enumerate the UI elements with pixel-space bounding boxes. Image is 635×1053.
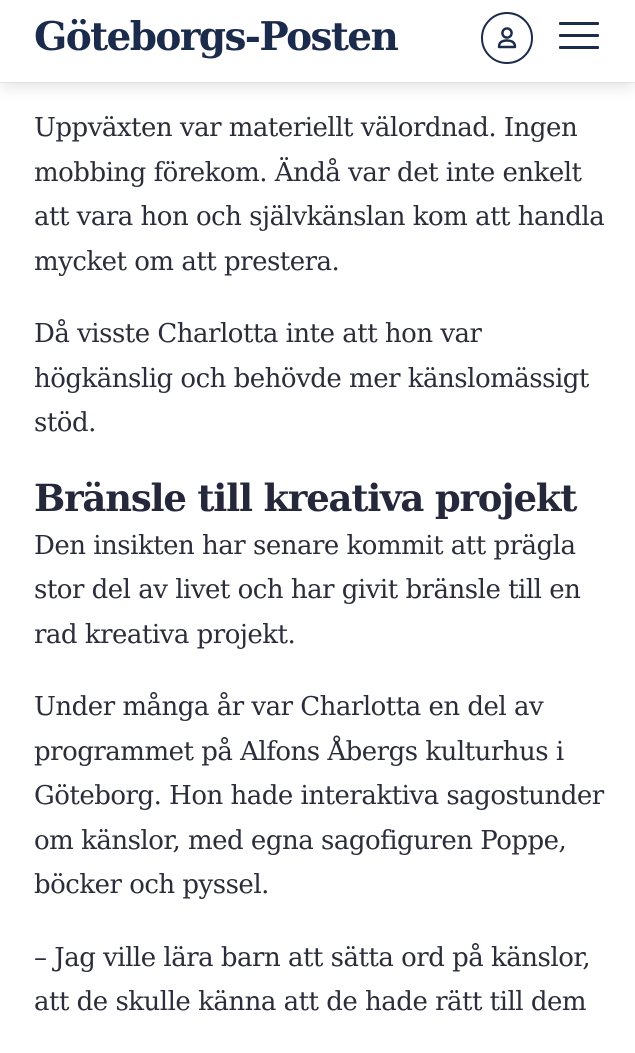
article-paragraph: Då visste Charlotta inte att hon var högkänslig och behövde mer känslomässigt stöd. xyxy=(34,319,589,438)
user-icon xyxy=(496,26,518,50)
article-body xyxy=(34,106,609,1053)
hamburger-line xyxy=(559,34,599,37)
site-logo[interactable]: Göteborgs-Posten xyxy=(34,14,398,60)
site-header xyxy=(0,0,635,82)
article-paragraph: Under många år var Charlotta en del av programmet på Alfons Åbergs kulturhus i Göteborg. Hon hade interaktiva sagostunder om känslor, med egna sagofiguren Poppe, böcker och pyssel. xyxy=(34,692,604,900)
article-paragraph: Uppväxten var materiellt välordnad. Ingen mobbing förekom. Ändå var det inte enkelt att vara hon och självkänslan kom att handla mycket om att prestera. xyxy=(34,113,605,277)
article-subheading: Bränsle till kreativa projekt xyxy=(34,475,577,520)
menu-button[interactable] xyxy=(559,19,599,53)
account-button[interactable] xyxy=(481,12,533,64)
hamburger-line xyxy=(559,46,599,49)
article-paragraph: – Jag ville lära barn att sätta ord på känslor, att de skulle känna att de hade rätt till dem xyxy=(34,942,591,1017)
hamburger-menu-icon xyxy=(559,22,599,25)
article-paragraph: Den insikten har senare kommit att prägla stor del av livet och har givit bränsle till en rad kreativa projekt. xyxy=(34,530,581,650)
